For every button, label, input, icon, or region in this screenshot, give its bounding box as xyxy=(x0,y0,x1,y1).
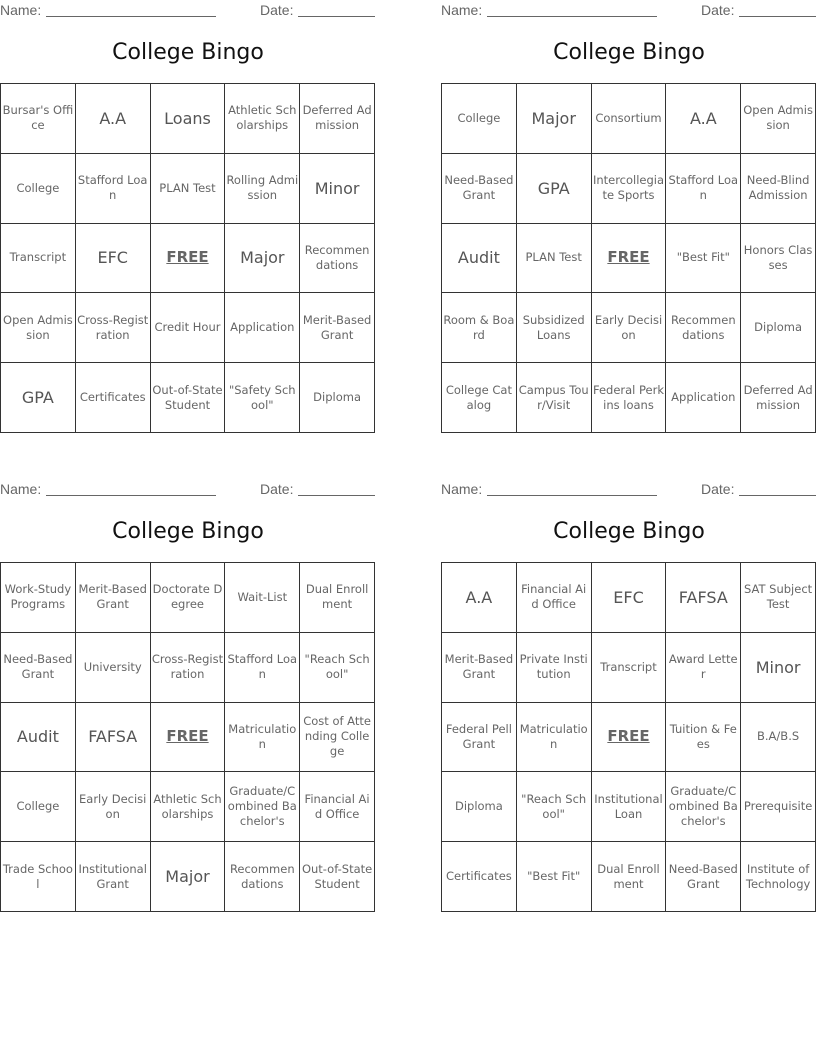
bingo-cell[interactable]: Federal Perkins loans xyxy=(592,363,667,433)
bingo-cell[interactable]: Bursar's Office xyxy=(1,84,76,154)
bingo-cell[interactable]: Need-Based Grant xyxy=(442,154,517,224)
bingo-cell[interactable]: Tuition & Fees xyxy=(666,703,741,773)
bingo-cell[interactable]: "Reach School" xyxy=(300,633,375,703)
bingo-cell[interactable]: GPA xyxy=(517,154,592,224)
free-space-cell[interactable]: FREE xyxy=(592,224,667,294)
bingo-cell[interactable]: Audit xyxy=(1,703,76,773)
date-blank[interactable] xyxy=(739,16,816,17)
bingo-cell[interactable]: PLAN Test xyxy=(517,224,592,294)
bingo-cell[interactable]: Prerequisite xyxy=(741,772,816,842)
bingo-cell[interactable]: "Best Fit" xyxy=(517,842,592,912)
bingo-cell[interactable]: Cross-Registration xyxy=(76,293,151,363)
bingo-cell[interactable]: Need-Based Grant xyxy=(666,842,741,912)
bingo-cell[interactable]: Application xyxy=(225,293,300,363)
bingo-cell[interactable]: B.A/B.S xyxy=(741,703,816,773)
bingo-cell[interactable]: Need-Blind Admission xyxy=(741,154,816,224)
bingo-cell[interactable]: Intercollegiate Sports xyxy=(592,154,667,224)
bingo-cell[interactable]: Merit-Based Grant xyxy=(76,563,151,633)
bingo-cell[interactable]: Transcript xyxy=(1,224,76,294)
bingo-cell[interactable]: Out-of-State Student xyxy=(300,842,375,912)
bingo-cell[interactable]: Stafford Loan xyxy=(225,633,300,703)
bingo-cell[interactable]: College Catalog xyxy=(442,363,517,433)
bingo-cell[interactable]: Credit Hour xyxy=(151,293,226,363)
name-date-row xyxy=(0,0,376,22)
card-title: College Bingo xyxy=(112,519,264,544)
bingo-cell[interactable]: Cost of Attending College xyxy=(300,703,375,773)
bingo-cell[interactable]: Institutional Grant xyxy=(76,842,151,912)
name-date-row xyxy=(441,0,816,22)
bingo-cell[interactable]: FAFSA xyxy=(666,563,741,633)
bingo-cell[interactable]: Stafford Loan xyxy=(76,154,151,224)
bingo-cell[interactable]: Merit-Based Grant xyxy=(442,633,517,703)
name-blank[interactable] xyxy=(46,16,216,17)
date-label: Date: xyxy=(260,481,294,497)
bingo-cell[interactable]: Major xyxy=(517,84,592,154)
bingo-cell[interactable]: University xyxy=(76,633,151,703)
bingo-cell[interactable]: Trade School xyxy=(1,842,76,912)
card-title: College Bingo xyxy=(553,519,705,544)
bingo-cell[interactable]: Athletic Scholarships xyxy=(225,84,300,154)
name-blank[interactable] xyxy=(487,495,657,496)
bingo-cell[interactable]: FAFSA xyxy=(76,703,151,773)
bingo-cell[interactable]: Recommendations xyxy=(300,224,375,294)
bingo-cell[interactable]: Graduate/Combined Bachelor's xyxy=(225,772,300,842)
name-label: Name: xyxy=(0,481,42,497)
bingo-cell[interactable]: Dual Enrollment xyxy=(592,842,667,912)
bingo-cell[interactable]: Early Decision xyxy=(592,293,667,363)
bingo-cell[interactable]: "Best Fit" xyxy=(666,224,741,294)
bingo-cell[interactable]: College xyxy=(1,154,76,224)
bingo-cell[interactable]: Matriculation xyxy=(225,703,300,773)
bingo-grid xyxy=(0,83,375,433)
bingo-cell[interactable]: Room & Board xyxy=(442,293,517,363)
bingo-cell[interactable]: Diploma xyxy=(741,293,816,363)
bingo-cell[interactable]: Recommendations xyxy=(225,842,300,912)
name-blank[interactable] xyxy=(46,495,216,496)
bingo-grid xyxy=(441,83,816,433)
date-blank[interactable] xyxy=(298,495,375,496)
bingo-cell[interactable]: Certificates xyxy=(76,363,151,433)
bingo-cell[interactable]: Minor xyxy=(300,154,375,224)
name-blank[interactable] xyxy=(487,16,657,17)
bingo-cell[interactable]: Loans xyxy=(151,84,226,154)
date-label: Date: xyxy=(701,481,735,497)
bingo-cell[interactable]: Audit xyxy=(442,224,517,294)
bingo-grid xyxy=(0,562,375,912)
bingo-cell[interactable]: Federal Pell Grant xyxy=(442,703,517,773)
bingo-cell[interactable]: "Safety School" xyxy=(225,363,300,433)
free-space-cell[interactable]: FREE xyxy=(151,703,226,773)
bingo-cell[interactable]: Out-of-State Student xyxy=(151,363,226,433)
bingo-cell[interactable]: EFC xyxy=(592,563,667,633)
bingo-cell[interactable]: College xyxy=(442,84,517,154)
bingo-cell[interactable]: A.A xyxy=(666,84,741,154)
bingo-cell[interactable]: PLAN Test xyxy=(151,154,226,224)
bingo-cell[interactable]: Deferred Admission xyxy=(300,84,375,154)
card-title: College Bingo xyxy=(112,40,264,65)
bingo-cell[interactable]: Diploma xyxy=(300,363,375,433)
bingo-cell[interactable]: Honors Classes xyxy=(741,224,816,294)
date-blank[interactable] xyxy=(298,16,375,17)
bingo-cell[interactable]: Subsidized Loans xyxy=(517,293,592,363)
bingo-cell[interactable]: Matriculation xyxy=(517,703,592,773)
bingo-cell[interactable]: Cross-Registration xyxy=(151,633,226,703)
bingo-cell[interactable]: Certificates xyxy=(442,842,517,912)
date-blank[interactable] xyxy=(739,495,816,496)
bingo-cell[interactable]: EFC xyxy=(76,224,151,294)
free-space-cell[interactable]: FREE xyxy=(592,703,667,773)
name-date-row xyxy=(441,479,816,501)
bingo-cell[interactable]: Diploma xyxy=(442,772,517,842)
bingo-cell[interactable]: Rolling Admission xyxy=(225,154,300,224)
bingo-cell[interactable]: Award Letter xyxy=(666,633,741,703)
bingo-cell[interactable]: A.A xyxy=(442,563,517,633)
bingo-cell[interactable]: "Reach School" xyxy=(517,772,592,842)
bingo-cell[interactable]: Consortium xyxy=(592,84,667,154)
bingo-cell[interactable]: Major xyxy=(151,842,226,912)
bingo-cell[interactable]: Work-Study Programs xyxy=(1,563,76,633)
bingo-cell[interactable]: Private Institution xyxy=(517,633,592,703)
bingo-cell[interactable]: Open Admission xyxy=(1,293,76,363)
bingo-cell[interactable]: Stafford Loan xyxy=(666,154,741,224)
card-title: College Bingo xyxy=(553,40,705,65)
bingo-cell[interactable]: Institutional Loan xyxy=(592,772,667,842)
bingo-cell[interactable]: Major xyxy=(225,224,300,294)
bingo-cell[interactable]: Merit-Based Grant xyxy=(300,293,375,363)
bingo-cell[interactable]: Early Decision xyxy=(76,772,151,842)
bingo-cell[interactable]: Graduate/Combined Bachelor's xyxy=(666,772,741,842)
bingo-cell[interactable]: Open Admission xyxy=(741,84,816,154)
bingo-cell[interactable]: Recommendations xyxy=(666,293,741,363)
name-date-row xyxy=(0,479,376,501)
bingo-cell[interactable]: Campus Tour/Visit xyxy=(517,363,592,433)
bingo-cell[interactable]: Minor xyxy=(741,633,816,703)
bingo-cell[interactable]: Dual Enrollment xyxy=(300,563,375,633)
bingo-cell[interactable]: Financial Aid Office xyxy=(300,772,375,842)
bingo-cell[interactable]: Deferred Admission xyxy=(741,363,816,433)
bingo-cell[interactable]: Athletic Scholarships xyxy=(151,772,226,842)
free-space-cell[interactable]: FREE xyxy=(151,224,226,294)
bingo-cell[interactable]: Institute of Technology xyxy=(741,842,816,912)
bingo-cell[interactable]: College xyxy=(1,772,76,842)
bingo-cell[interactable]: Application xyxy=(666,363,741,433)
bingo-cell[interactable]: Financial Aid Office xyxy=(517,563,592,633)
bingo-cell[interactable]: Need-Based Grant xyxy=(1,633,76,703)
name-label: Name: xyxy=(441,481,483,497)
bingo-cell[interactable]: Wait-List xyxy=(225,563,300,633)
bingo-cell[interactable]: GPA xyxy=(1,363,76,433)
bingo-cell[interactable]: A.A xyxy=(76,84,151,154)
bingo-cell[interactable]: SAT Subject Test xyxy=(741,563,816,633)
name-label: Name: xyxy=(0,2,42,18)
bingo-grid xyxy=(441,562,816,912)
bingo-cell[interactable]: Transcript xyxy=(592,633,667,703)
bingo-cell[interactable]: Doctorate Degree xyxy=(151,563,226,633)
date-label: Date: xyxy=(260,2,294,18)
date-label: Date: xyxy=(701,2,735,18)
name-label: Name: xyxy=(441,2,483,18)
